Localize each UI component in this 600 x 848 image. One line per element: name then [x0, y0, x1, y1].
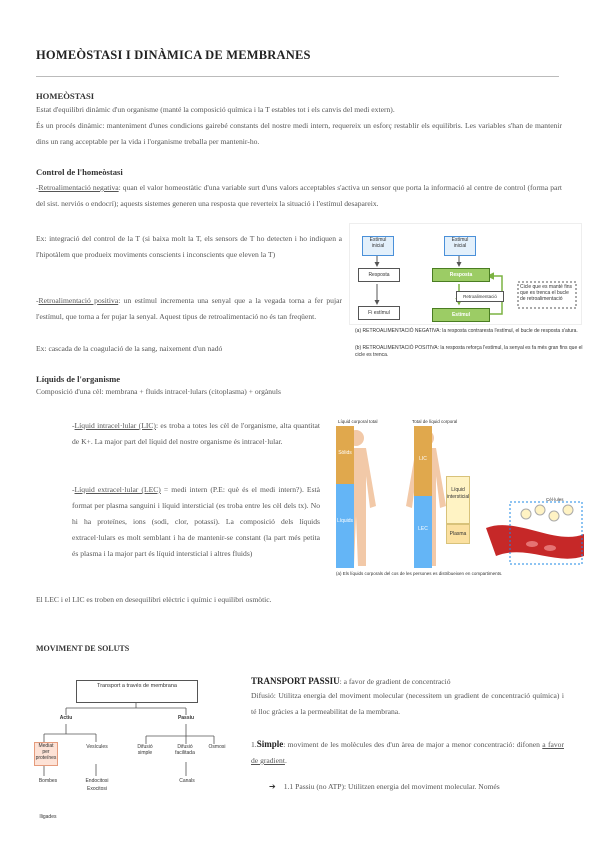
- lic-text: : es troba a totes les cèl de l'organisme, alta quantitat de K+. La major part del líquid del nostre organisme és intracel·lular.: [72, 421, 320, 446]
- tree-pumps: Bombes: [36, 778, 60, 784]
- interstitial-box: Líquid intersticial: [446, 476, 470, 524]
- tree-secondary: Vesícules: [82, 744, 112, 750]
- liquids-closing: El LEC i el LIC es troben en desequilibri elèctric i químic i equilibri osmòtic.: [36, 595, 272, 604]
- liquids-heading: Líquids de l'organisme: [36, 374, 121, 384]
- title-divider: [36, 76, 559, 77]
- diagram-b-stimulus: Estímul inicial: [444, 236, 476, 256]
- tree-osmosis: Osmosi: [202, 744, 232, 750]
- diagram-b-response: Resposta: [432, 268, 490, 282]
- tree-endocytosis: Endocitosi: [82, 778, 112, 784]
- simple-diffusion-paragraph: [251, 736, 564, 769]
- body-fluid-caption: (a) Els líquids corporals del cos de les persones es distribueixen en compartiments.: [336, 571, 503, 576]
- feedback-diagram: [349, 223, 582, 325]
- bar2-top: LIC: [414, 426, 432, 496]
- control-heading: Control de l'homeòstasi: [36, 167, 123, 177]
- positive-feedback-paragraph: -Retroalimentació positiva: un estímul incrementa una senyal que a la vegada torna a fer pujar l'estímul, que torna a fer pujar la senyal. Aquest tipus de retroalimentació no és tan freqüent.: [36, 296, 342, 321]
- diagram-a-end: Fi estímul: [358, 306, 400, 320]
- simple-label: Simple: [256, 739, 284, 749]
- diagram-b-stimulus-loop: Estímul: [432, 308, 490, 322]
- lic-paragraph: -Líquid intracel·lular (LIC): es troba a totes les cèl de l'organisme, alta quantitat de K+. La major part del líquid del nostre organisme és intracel·lular.: [72, 421, 320, 446]
- feedback-caption-b: (b) RETROALIMENTACIÓ POSITIVA: la resposta reforça l'estímul, la senyal es fa més gran fins que el cicle es trenca.: [355, 345, 583, 358]
- tree-simple: Difusió simple: [130, 744, 160, 756]
- moviment-heading: MOVIMENT DE SOLUTS: [36, 644, 130, 653]
- negative-feedback-label: Retroalimentació negativa: [38, 183, 119, 192]
- homeostasi-heading: HOMEÒSTASI: [36, 91, 95, 101]
- example-temperature: Ex: integració del control de la T (si baixa molt la T, els sensors de T ho detecten i ho indiquen a l'hipotàlem que produeix moviments conscients i inconscients que eleven la T): [36, 234, 342, 259]
- negative-feedback-text: : quan el valor homeostàtic d'una variable surt d'uns valors acceptables s'activa un sensor que porta la informació al centre de control (forma part del sist. nerviós o endocrí); aquests sistemes generen una resposta que reverteix la situació i l'estímul desapareix.: [36, 183, 563, 208]
- lec-paragraph: -Líquid extracel·lular (LEC) = medi intern (P.E: què és el medi intern?). Està format per plasma sanguini i líquid intersticial (es troba entre les cèl dels tx). No hi ha proteïnes, ions (sodi, clor, potassi). La composició dels líquids extracel·lulars es molt semblant i ha de mantenir-se constant (la part més petita és plasma i la major part és líquid intersticial i altres fluids): [72, 485, 321, 558]
- lec-text: = medi intern (P.E: què és el medi intern?). Està format per plasma sanguini i líquid intersticial (es troba entre les cèl dels tx). No hi ha proteïnes, ions (sodi, clor, potassi). La composició dels líquids extracel·lulars es molt semblant i ha de mantenir-se constant (la part més petita és plasma i la major part és líquid intersticial i altres fluids): [72, 485, 321, 558]
- simple-text: : moviment de les molècules des d'un àrea de major a menor concentració: difonen: [283, 740, 543, 749]
- homeostasi-paragraph-2: És un procés dinàmic: manteniment d'unes condicions gairebé constants del nostre medi intern, requereix un esforç restablir els equilibris. Les variables s'han de mantenir dins un rang acceptable per la vida i l'organisme treballa per mantenir-ho.: [36, 121, 562, 146]
- passive-item-text: 1.1 Passiu (no ATP): Utilitzen energia del moviment molecular. Només: [283, 782, 500, 791]
- bar2-bottom: LEC: [414, 496, 432, 568]
- feedback-caption-a: (a) RETROALIMENTACIÓ NEGATIVA: la resposta contraresta l'estímul, el bucle de resposta s'atura.: [355, 328, 578, 334]
- arrow-icon: ➔: [269, 782, 276, 791]
- plasma-box: Plasma: [446, 524, 470, 544]
- diffusion-paragraph: Difusió: Utilitza energia del moviment molecular (necessitem un gradient de concentració química) i té lloc gràcies a la permeabilitat de la membrana.: [251, 691, 564, 716]
- diagram-b-loop-label: Retroalimentació: [456, 291, 504, 302]
- diagram-a-stimulus: Estímul inicial: [362, 236, 394, 256]
- tree-primary: Mediat per proteïnes: [34, 742, 58, 766]
- example-coagulation: Ex: cascada de la coagulació de la sang, naixement d'un nadó: [36, 344, 223, 353]
- tree-active: Actiu: [51, 715, 81, 721]
- figure-label-right: Total de líquid corporal: [412, 419, 458, 424]
- passive-transport-text: : a favor de gradient de concentració: [339, 677, 451, 686]
- homeostasi-paragraph-1: Estat d'equilibri dinàmic d'un organisme (manté la composició química i la T estables tot i els canvis del medi extern).: [36, 105, 395, 114]
- body-fluid-figure: [336, 416, 584, 586]
- figure-label-left: Líquid corporal total: [338, 419, 378, 424]
- lic-label: Líquid intracel·lular (LIC): [74, 421, 156, 430]
- simple-underlined: a favor de gradient: [251, 740, 564, 765]
- lec-label: Líquid extracel·lular (LEC): [74, 485, 161, 494]
- positive-feedback-label: Retroalimentació positiva: [38, 296, 119, 305]
- tree-exocytosis: Exocitosi: [82, 786, 112, 792]
- bar1-bottom: Líquids: [336, 484, 354, 568]
- passive-transport-label: TRANSPORT PASSIU: [251, 676, 340, 686]
- diagram-a-response: Resposta: [358, 268, 400, 282]
- positive-feedback-text: : un estímul incrementa una senyal que a la vegada torna a fer pujar l'estímul, que torna a fer pujar la senyal. Aquest tipus de retroalimentació no és tan freqüent.: [36, 296, 342, 321]
- simple-end: .: [284, 756, 287, 765]
- transport-tree-diagram: [36, 672, 236, 822]
- cells-label: Cèl·lules: [546, 497, 564, 502]
- tree-channels: Canals: [172, 778, 202, 784]
- tree-extra: lligades: [36, 814, 60, 820]
- page-title: HOMEÒSTASI I DINÀMICA DE MEMBRANES: [36, 48, 311, 62]
- bar1-top: Sòlids: [336, 426, 354, 484]
- negative-feedback-paragraph: -Retroalimentació negativa: quan el valor homeostàtic d'una variable surt d'uns valors acceptables s'activa un sensor que porta la informació al centre de control (forma part del sist. nerviós o endocrí); aquests sistemes generen una resposta que reverteix la situació i l'estímul desapareix.: [36, 183, 563, 208]
- liquids-intro: Composició d'una cèl: membrana + fluids intracel·lulars (citoplasma) + orgànuls: [36, 387, 281, 396]
- diagram-b-note: Cicle que es manté fins que es trenca el bucle de retroalimentació: [520, 284, 572, 306]
- simple-number: 1.: [251, 740, 257, 749]
- passive-item: [269, 776, 564, 795]
- tree-passive: Passiu: [171, 715, 201, 721]
- tree-facilitated: Difusió facilitada: [170, 744, 200, 756]
- tree-root: Transport a través de membrana: [76, 680, 198, 703]
